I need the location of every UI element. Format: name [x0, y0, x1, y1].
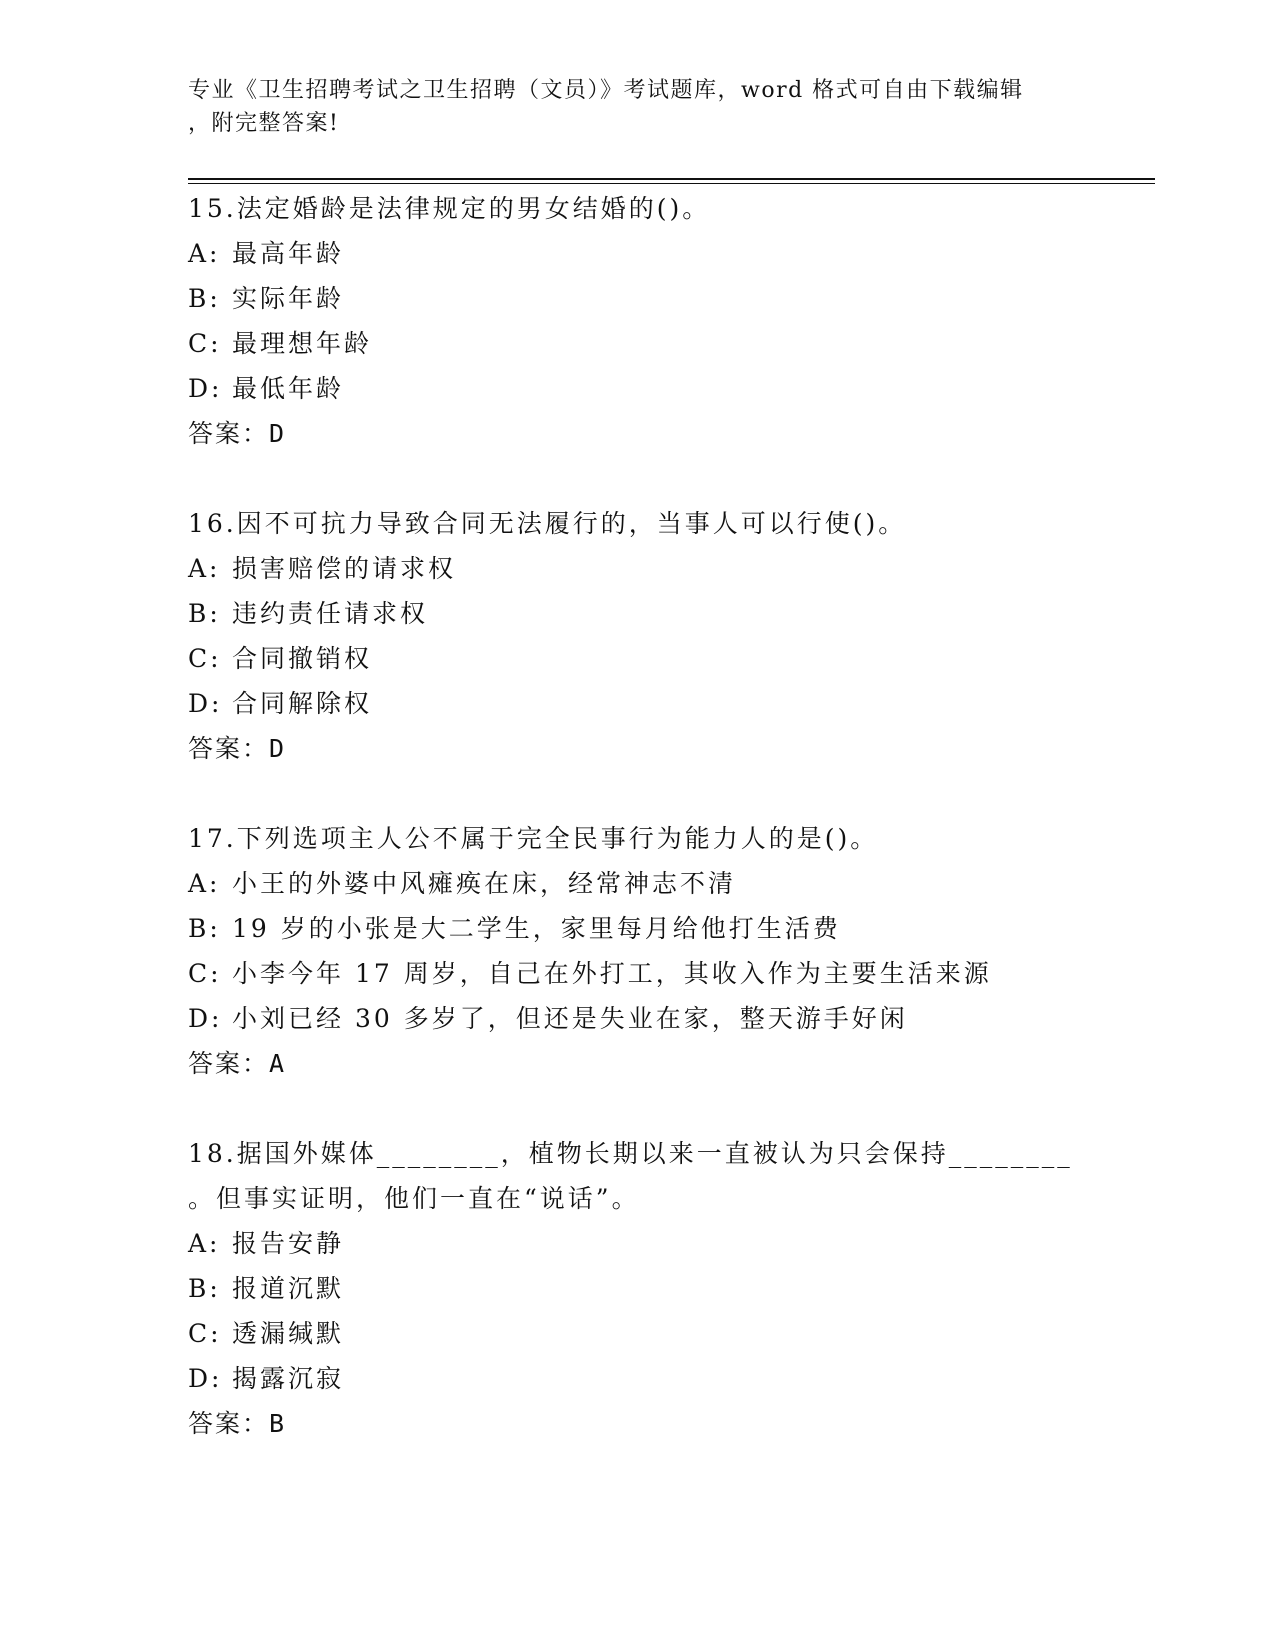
answer-label: 答案： [188, 1049, 270, 1078]
question-stem-line-1: 18.据国外媒体________，植物长期以来一直被认为只会保持________ [188, 1139, 1073, 1168]
option-d [188, 1356, 1108, 1401]
question-16 [188, 501, 1108, 771]
answer-line [188, 726, 1108, 771]
option-letter: B: [188, 1274, 221, 1303]
option-letter: B: [188, 599, 221, 628]
option-letter: C: [188, 959, 222, 988]
option-a [188, 1221, 1108, 1266]
answer-value: D [269, 734, 287, 763]
option-letter: D: [188, 374, 223, 403]
option-d [188, 996, 1108, 1041]
option-text: 19 岁的小张是大二学生，家里每月给他打生活费 [232, 914, 841, 943]
answer-value: B [269, 1409, 287, 1438]
option-letter: A: [188, 554, 221, 583]
answer-label: 答案： [188, 734, 270, 763]
option-letter: D: [188, 1364, 223, 1393]
option-letter: D: [188, 689, 223, 718]
option-c [188, 951, 1108, 996]
answer-line [188, 411, 1108, 456]
answer-label: 答案： [188, 1409, 270, 1438]
header-line-2: ，附完整答案! [188, 111, 340, 136]
option-text: 违约责任请求权 [232, 599, 429, 628]
option-letter: A: [188, 869, 221, 898]
question-17 [188, 816, 1108, 1086]
option-letter: A: [188, 1229, 221, 1258]
answer-value: A [269, 1049, 287, 1078]
header-divider-thick [188, 178, 1155, 180]
option-b [188, 906, 1108, 951]
answer-line [188, 1401, 1108, 1446]
option-text: 报告安静 [232, 1229, 345, 1258]
option-letter: B: [188, 284, 221, 313]
option-c [188, 636, 1108, 681]
option-d [188, 681, 1108, 726]
question-15 [188, 186, 1108, 456]
option-d [188, 366, 1108, 411]
question-stem-line-2: 。但事实证明，他们一直在“说话”。 [188, 1184, 640, 1213]
option-letter: B: [188, 914, 221, 943]
option-text: 最理想年龄 [232, 329, 373, 358]
question-stem: 15.法定婚龄是法律规定的男女结婚的()。 [188, 194, 711, 223]
question-stem: 16.因不可抗力导致合同无法履行的，当事人可以行使()。 [188, 509, 907, 538]
option-text: 实际年龄 [232, 284, 345, 313]
option-text: 小王的外婆中风瘫痪在床，经常神志不清 [232, 869, 737, 898]
option-text: 揭露沉寂 [232, 1364, 345, 1393]
option-b [188, 276, 1108, 321]
option-a [188, 546, 1108, 591]
option-letter: C: [188, 1319, 222, 1348]
option-text: 小李今年 17 周岁，自己在外打工，其收入作为主要生活来源 [232, 959, 992, 988]
option-letter: C: [188, 644, 222, 673]
option-text: 最高年龄 [232, 239, 345, 268]
option-text: 最低年龄 [232, 374, 345, 403]
question-18 [188, 1131, 1108, 1446]
option-b [188, 591, 1108, 636]
option-c [188, 321, 1108, 366]
option-a [188, 861, 1108, 906]
option-text: 损害赔偿的请求权 [232, 554, 457, 583]
option-letter: C: [188, 329, 222, 358]
option-text: 合同解除权 [232, 689, 373, 718]
header-line-1: 专业《卫生招聘考试之卫生招聘（文员）》考试题库，word 格式可自由下载编辑 [188, 78, 1024, 103]
option-text: 合同撤销权 [232, 644, 373, 673]
option-letter: A: [188, 239, 221, 268]
document-header [188, 74, 1078, 140]
option-text: 小刘已经 30 多岁了，但还是失业在家，整天游手好闲 [232, 1004, 908, 1033]
answer-value: D [269, 419, 287, 448]
question-stem: 17.下列选项主人公不属于完全民事行为能力人的是()。 [188, 824, 879, 853]
option-b [188, 1266, 1108, 1311]
header-divider-thin [188, 183, 1155, 184]
option-text: 透漏缄默 [232, 1319, 345, 1348]
option-a [188, 231, 1108, 276]
answer-label: 答案： [188, 419, 270, 448]
answer-line [188, 1041, 1108, 1086]
option-letter: D: [188, 1004, 223, 1033]
option-text: 报道沉默 [232, 1274, 345, 1303]
option-c [188, 1311, 1108, 1356]
